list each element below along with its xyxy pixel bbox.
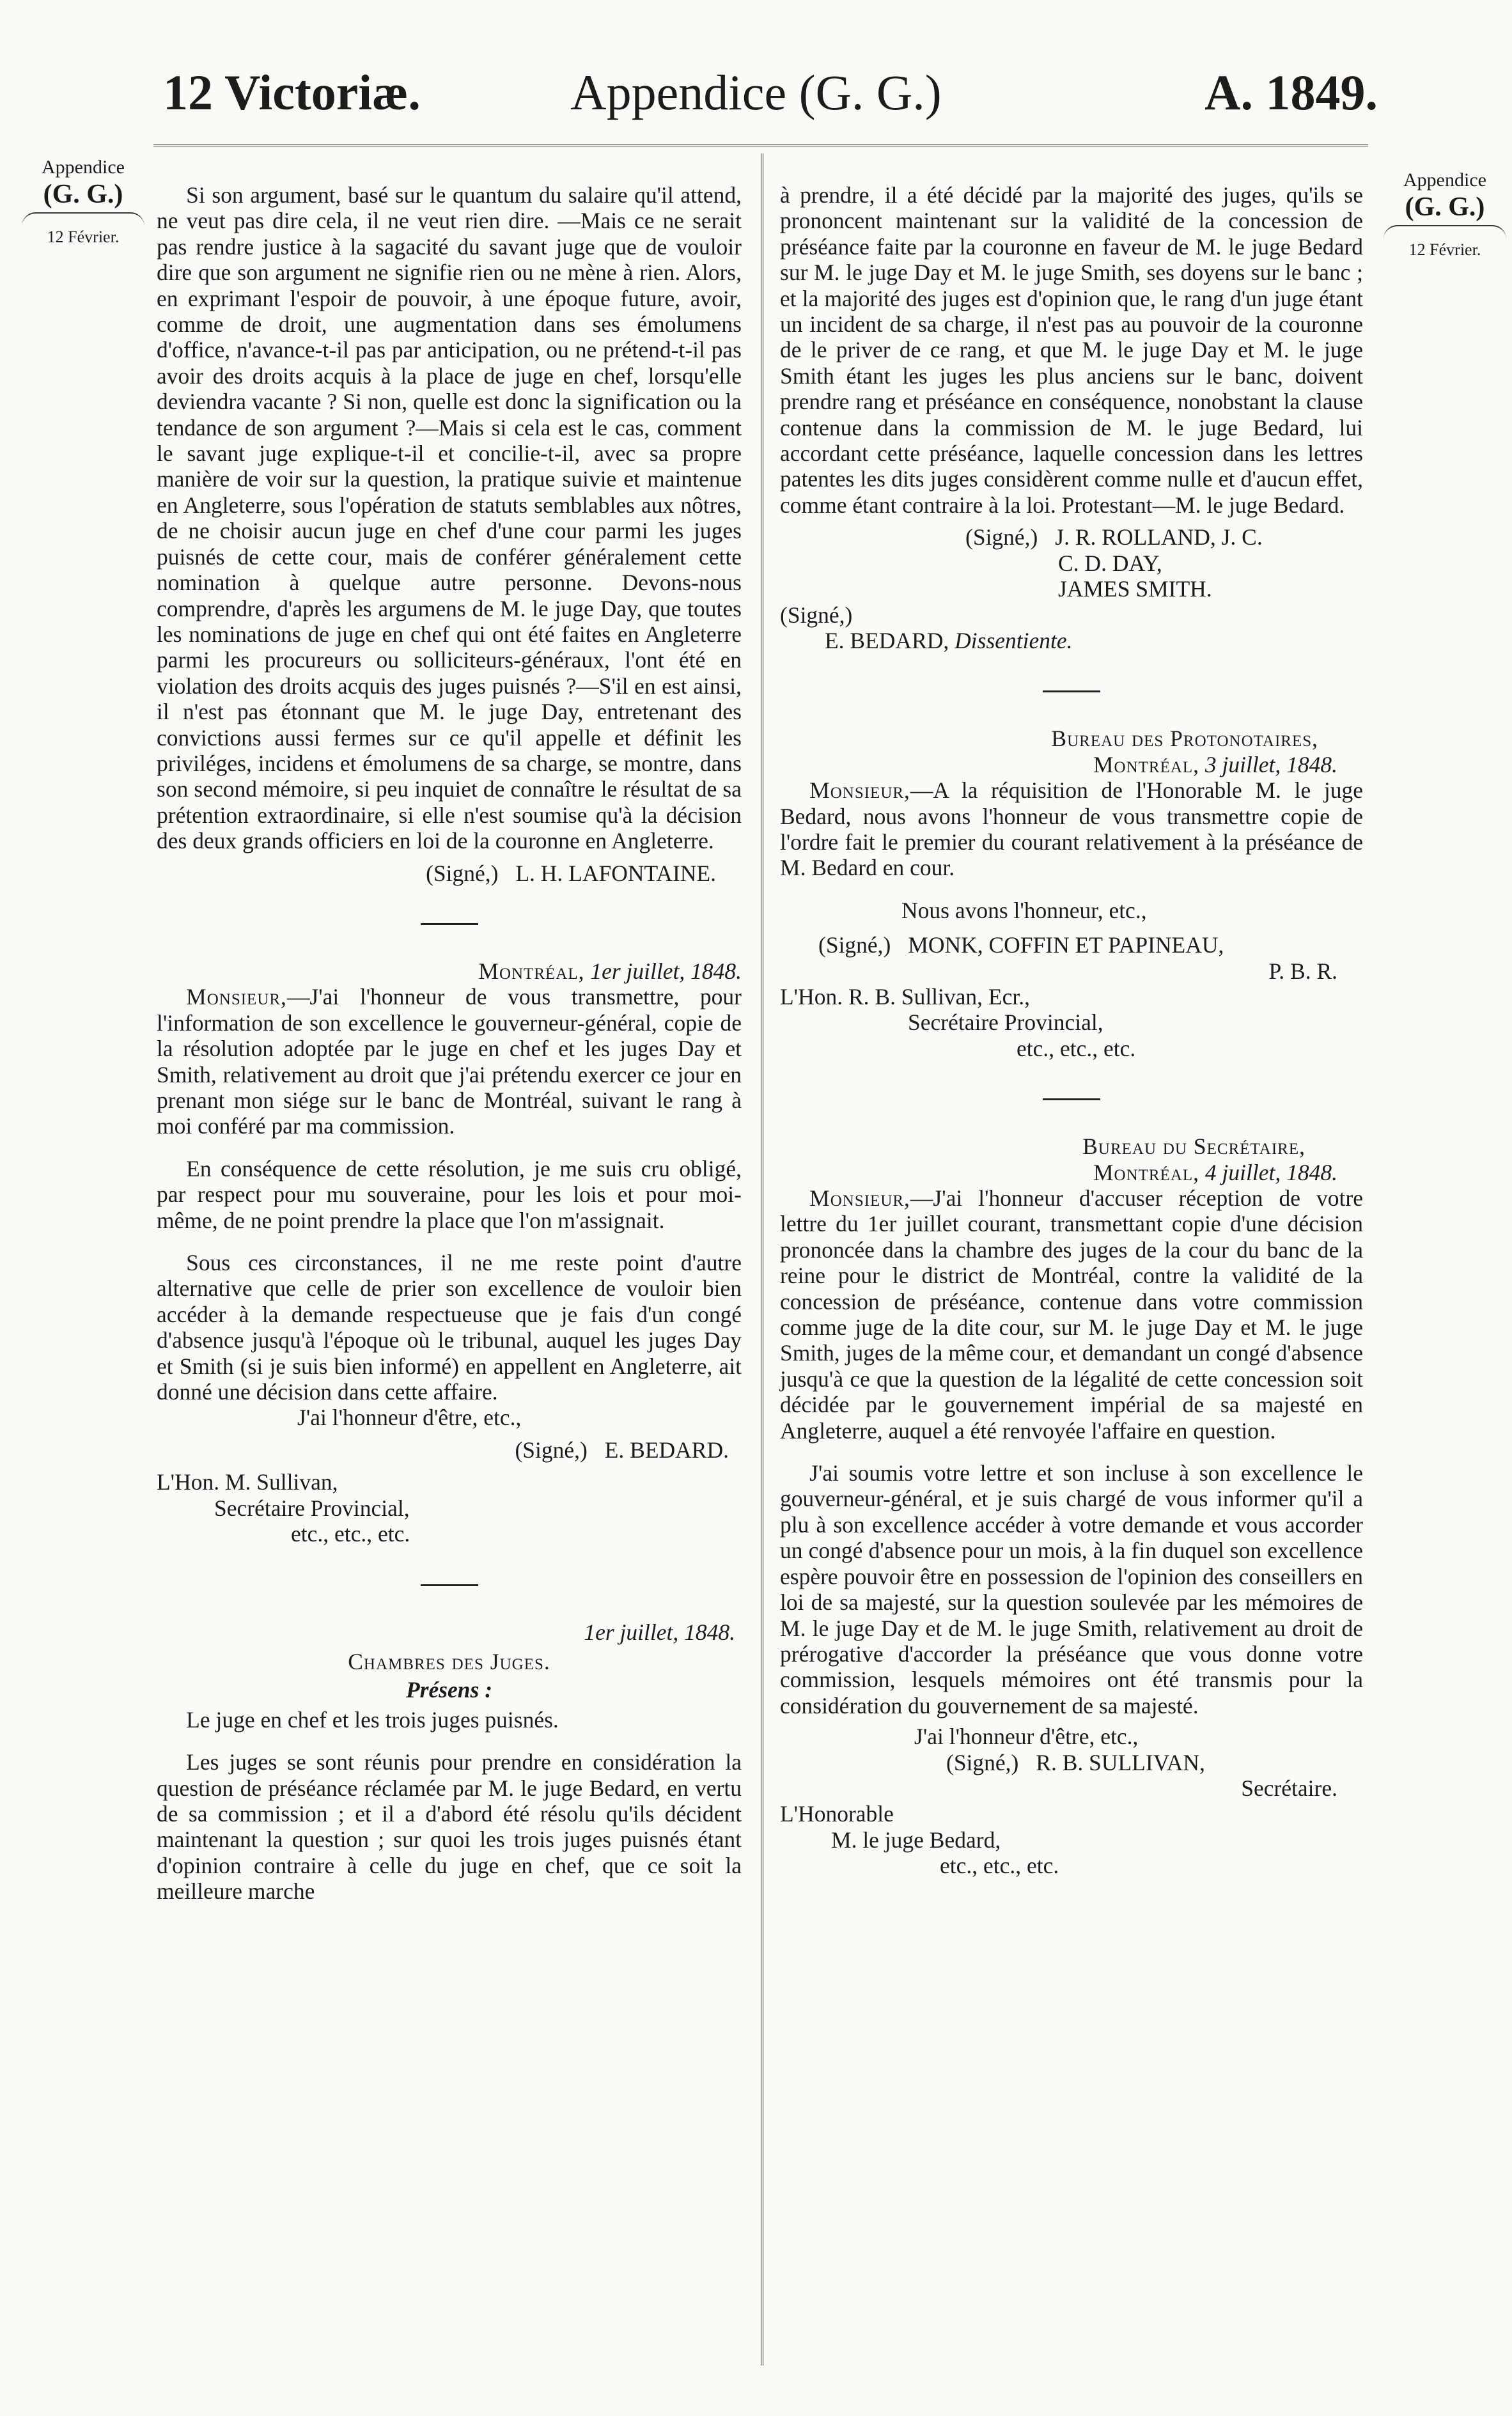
section-separator [421,923,478,925]
margin-appendix-label: Appendice [42,157,125,178]
margin-brace [1383,225,1506,239]
resolution-members: Le juge en chef et les trois juges puisnés. [186,1706,559,1733]
letter1-dateline: Montréal, 1er juillet, 1848. [478,958,742,984]
resolution-title: Chambres des Juges. [348,1648,550,1674]
letter2-paragraph: Monsieur,—A la réquisition de l'Honorable M. le juge Bedard, nous avons l'honneur de vous transmettre copie de l'ordre fait le premier du courant relativement à la préséance de M. Bedard en cour. [780,777,1363,881]
letter1-address: L'Hon. M. Sullivan, Secrétaire Provincial, etc., etc., etc. [157,1469,410,1547]
letter1-signature: (Signé,) E. BEDARD. [515,1437,729,1463]
letter3-paragraph-1: Monsieur,—J'ai l'honneur d'accuser réception de votre lettre du 1er juillet courant, transmettant copie d'une décision prononcée dans la chambre des juges de la cour du banc de la reine pour le district de Montréal, contre la validité de la concession de préséance, contenue dans votre commission comme juge de la dite cour, sur M. le juge Day et M. le juge Smith, juges de la même cour, et demandant un congé d'absence jusqu'à ce que la question de la légalité de cette concession soit décidée par le gouvernement impérial de sa majesté en Angleterre, auquel a été renvoyée l'affaire en question. [780,1185,1363,1444]
margin-date: 12 Février. [1408,240,1481,259]
letter3-address: L'Honorable M. le juge Bedard, etc., etc., etc. [780,1801,1059,1879]
section-separator [1043,1098,1100,1100]
letter1-paragraph-1: Monsieur,—J'ai l'honneur de vous transmettre, pour l'information de son excellence le gouverneur-général, copie de la résolution adoptée par le juge en chef et les juges Day et Smith, relativement au droit que j'ai prétendu exercer ce jour en prenant mon siége sur le banc de Montréal, suivant le rang à moi conféré par ma commission. [157,984,742,1139]
resolution-dateline: 1er juillet, 1848. [584,1619,735,1645]
letter3-signature: (Signé,) R. B. SULLIVAN, [946,1749,1205,1775]
margin-note-right [1381,169,1509,260]
letter3-role: Secrétaire. [1241,1775,1337,1801]
lafontaine-paragraph: Si son argument, basé sur le quantum du salaire qu'il attend, ne veut pas dire cela, il ne veut rien dire. —Mais ce ne serait pas rendre justice à la sagacité du savant juge que de vouloir dire que son argument ne signifie rien ou ne mène à rien. Alors, en exprimant l'espoir de pouvoir, à une époque future, avoir, comme de droit, une augmentation dans ses émolumens d'office, n'avance-t-il pas par anticipation, ou ne prétend-t-il pas avoir des droits acquis à la place de juge en chef, lorsqu'elle deviendra vacante ? Si non, quelle est donc la signification ou la tendance de son argument ?—Mais si cela est le cas, comment le savant juge explique-t-il et concilie-t-il, avec sa propre manière de voir sur la question, la pratique suivie et maintenue en Angleterre, sous l'opération de statuts semblables aux nôtres, de ne choisir aucun juge en chef d'une cour parmi les juges puisnés de cette cour, mais de conférer généralement cette nomination à quelque autre personne. Devons-nous comprendre, d'après les argumens de M. le juge Day, que toutes les nominations de juge en chef qui ont été faites en Angleterre parmi les procureurs ou solliciteurs-généraux, l'ont été en violation des droits acquis des juges puisnés ?—S'il en est ainsi, il n'est pas étonnant que M. le juge Day, entretenant des convictions aussi fermes sur ce qu'il appelle et définit les priviléges, incidens et émolumens de sa charge, se montre, dans son second mémoire, si peu inquiet de connaître le résultat de sa prétention extraordinaire, si elle n'est soumise qu'à la décision des deux grands officiers en loi de la couronne en Angleterre. [157,182,742,854]
letter1-closing: J'ai l'honneur d'être, etc., [297,1405,522,1431]
resolution-continued: à prendre, il a été décidé par la majorité des juges, qu'ils se prononcent maintenant sur la validité de la concession de préséance faite par la couronne en faveur de M. le juge Bedard sur M. le juge Day et M. le juge Smith, ses doyens sur le banc ; et la majorité des juges est d'opinion que, le rang d'un juge étant un incident de sa charge, il n'est pas au pouvoir de la couronne de le priver de ce rang, et que M. le juge Day et M. le juge Smith étant les juges les plus anciens sur le banc, doivent prendre rang et préséance en conséquence, nonobstant la clause contenue dans la commission de M. le juge Bedard, lui accordant cette préséance, laquelle concession dans les lettres patentes les dits juges considèrent comme nulle et d'aucun effet, comme étant contraire à la loi. Protestant—M. le juge Bedard. [780,182,1363,518]
margin-appendix-label: Appendice [1403,169,1486,191]
margin-appendix-code: (G. G.) [1405,192,1485,222]
letter3-closing: J'ai l'honneur d'être, etc., [914,1724,1139,1750]
letter2-office: Bureau des Protonotaires, [1051,726,1318,752]
section-separator [421,1584,478,1586]
left-column [157,182,742,1905]
letter1-paragraph-2: En conséquence de cette résolution, je me suis cru obligé, par respect pour mu souveraine, pour les lois et pour moi-même, de ne point prendre la place que l'on m'assignait. [157,1155,742,1233]
header-year: A. 1849. [1204,65,1378,120]
margin-note-left [19,157,147,247]
resolution-present: Présens : [405,1677,493,1703]
header-session: 12 Victoriæ. [163,65,421,120]
letter1-paragraph-3: Sous ces circonstances, il ne me reste point d'autre alternative que celle de prier son excellence de vouloir bien accéder à la demande respectueuse que je fais d'un congé d'absence jusqu'à l'époque où le tribunal, auquel les juges Day et Smith (si je suis bien informé) en appellent en Angleterre, ait donné une décision dans cette affaire. [157,1250,742,1405]
letter3-office: Bureau du Secrétaire, [1082,1134,1305,1160]
header-rule [153,144,1368,146]
letter2-dateline: Montréal, 3 juillet, 1848. [1093,751,1337,777]
letter3-paragraph-2: J'ai soumis votre lettre et son incluse à son excellence le gouverneur-général, et je suis chargé de vous informer qu'il a plu à son excellence accéder à votre demande et vous accorder un congé d'absence pour un mois, à la fin duquel son excellence espère pouvoir être en possession de l'opinion des conseillers en loi de sa majesté, sur la question soulevée par les mémoires de M. le juge Day et de M. le juge Smith, relativement au droit de prérogative d'accorder la préséance que vous donne votre commission, lesquels mémoires ont été transmis pour la considération du gouvernement de sa majesté. [780,1460,1363,1718]
letter2-signature: (Signé,) MONK, COFFIN ET PAPINEAU, [818,932,1224,958]
letter2-closing: Nous avons l'honneur, etc., [901,897,1147,923]
dissent-label: (Signé,) [780,602,853,628]
lafontaine-signature: (Signé,) L. H. LAFONTAINE. [426,860,716,886]
resolution-body: Les juges se sont réunis pour prendre en considération la question de préséance réclamée par M. le juge Bedard, en vertu de sa commission ; et il a d'abord été résolu qu'ils décident maintenant la question ; sur quoi les trois juges puisnés étant d'opinion contraire à celle du juge en chef, que ce soit la meilleure marche [157,1749,742,1905]
page-header [0,64,1512,128]
letter3-dateline: Montréal, 4 juillet, 1848. [1093,1159,1337,1185]
column-divider [761,153,763,2365]
margin-brace [22,212,144,226]
right-column [780,182,1363,1879]
dissent-signature: E. BEDARD, Dissentiente. [825,627,1073,653]
margin-appendix-code: (G. G.) [43,179,123,209]
resolution-signatures: (Signé,) J. R. ROLLAND, J. C. C. D. DAY, JAMES SMITH. [965,524,1263,602]
section-separator [1043,690,1100,692]
header-appendix-title: Appendice (G. G.) [570,65,942,120]
letter2-address: L'Hon. R. B. Sullivan, Ecr., Secrétaire Provincial, etc., etc., etc. [780,983,1136,1061]
margin-date: 12 Février. [47,227,120,246]
letter2-role: P. B. R. [1268,958,1337,984]
